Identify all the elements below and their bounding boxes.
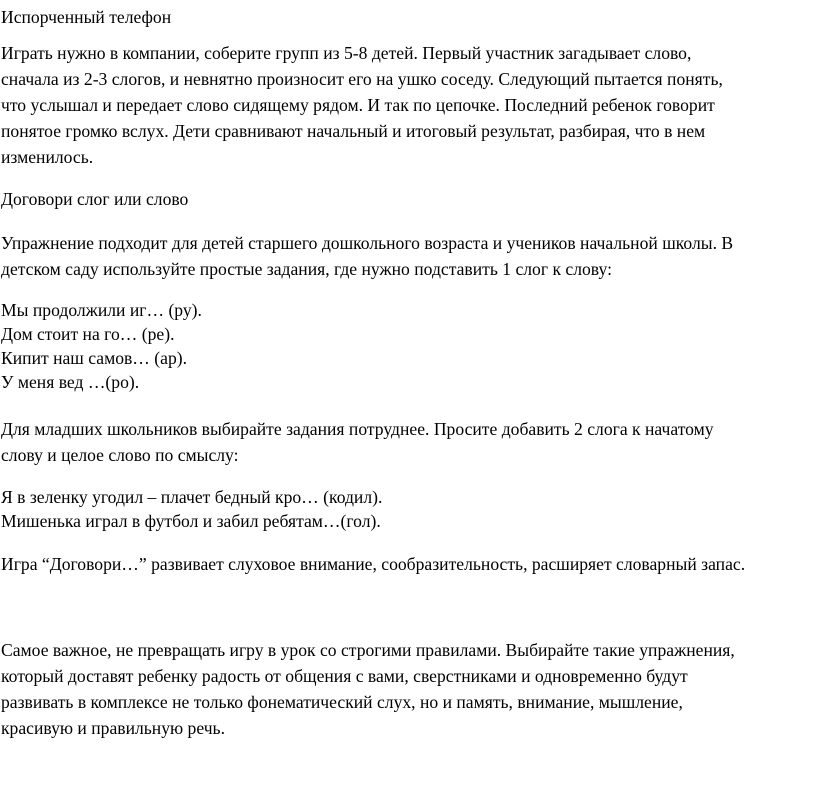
text-line: красивую и правильную речь. [1,718,225,738]
example-line: Я в зеленку угодил – плачет бедный кро… (кодил). [1,487,383,507]
text-line: Самое важное, не превращать игру в урок со строгими правилами. Выбирайте такие упражнения, [1,640,735,660]
text-line: детском саду используйте простые задания, где нужно подставить 1 слог к слову: [1,259,612,279]
text-line: Упражнение подходит для детей старшего дошкольного возраста и учеников начальной школы. В [1,233,734,253]
paragraph-younger-pupils [1,416,714,468]
paragraph-exercise-intro [1,230,733,282]
section-title-broken-phone: Испорченный телефон [1,7,172,27]
section-title-finish-syllable: Договори слог или слово [1,189,189,209]
example-line: У меня вед …(ро). [1,372,140,392]
text-line: который доставят ребенку радость от общения с вами, сверстниками и одновременно будут [1,666,688,686]
example-line: Дом стоит на го… (ре). [1,324,175,344]
text-line: слову и целое слово по смыслу: [1,445,239,465]
example-line: Мы продолжили иг… (ру). [1,300,202,320]
example-line: Кипит наш самов… (ар). [1,348,188,368]
text-line: Игра “Договори…” развивает слуховое внимание, сообразительность, расширяет словарный запас. [1,554,746,574]
paragraph-game-benefits [1,551,745,577]
text-line: Играть нужно в компании, соберите групп из 5-8 детей. Первый участник загадывает слово, [1,43,692,63]
text-line: развивать в комплексе не только фонематический слух, но и память, внимание, мышление, [1,692,683,712]
examples-one-syllable [1,297,202,393]
paragraph-conclusion [1,637,735,741]
text-line: понятое громко вслух. Дети сравнивают начальный и итоговый результат, разбирая, что в нем [1,121,706,141]
text-line: Для младших школьников выбирайте задания потруднее. Просите добавить 2 слога к начатому [1,419,714,439]
text-line: что услышал и передает слово сидящему рядом. И так по цепочке. Последний ребенок говорит [1,95,715,115]
text-line: сначала из 2-3 слогов, и невнятно произносит его на ушко соседу. Следующий пытается понять, [1,69,723,89]
example-line: Мишенька играл в футбол и забил ребятам…(гол). [1,511,381,531]
text-line: изменилось. [1,147,94,167]
paragraph-broken-phone-rules [1,40,723,170]
examples-two-syllables [1,484,382,532]
